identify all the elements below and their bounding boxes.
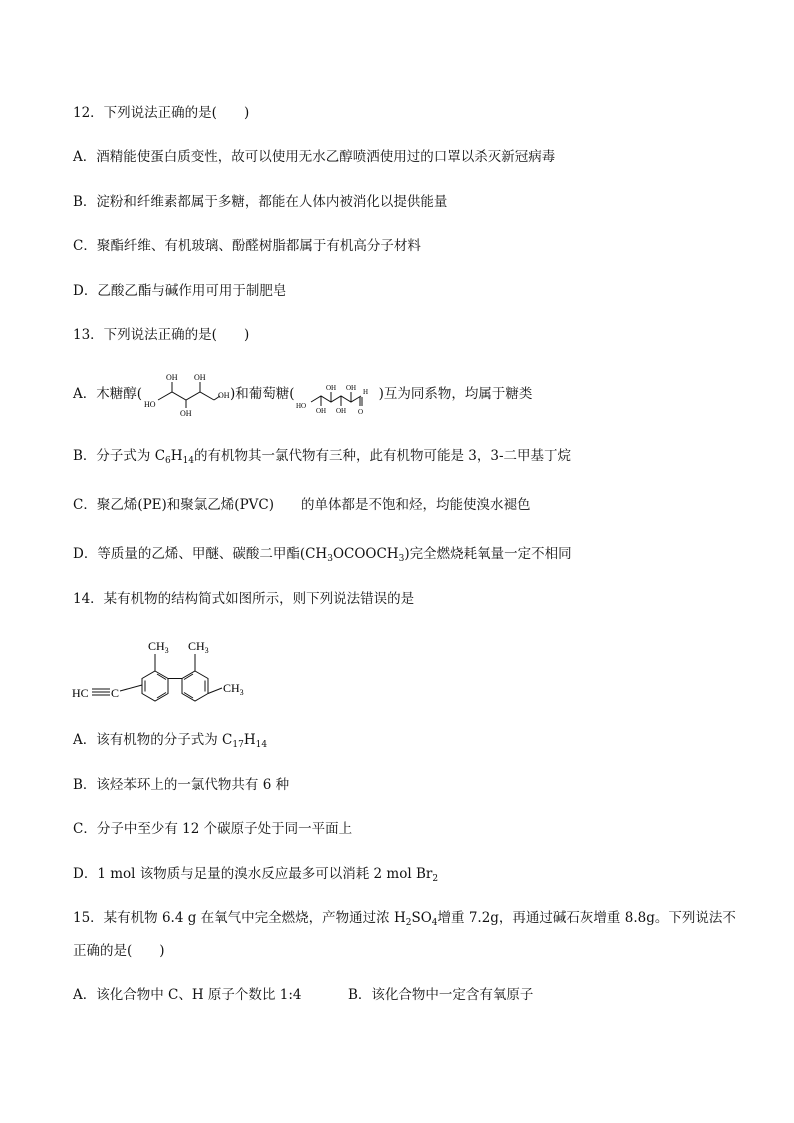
q15-stem-suffix: 增重 7.2g，再通过碱石灰增重 8.8g。下列说法不	[437, 910, 736, 926]
q14-stem: 14．某有机物的结构简式如图所示，则下列说法错误的是	[73, 591, 415, 607]
ring1-methyl-3: 3	[164, 646, 169, 655]
glucose-oh-4: OH	[335, 406, 346, 415]
q15-stem	[73, 909, 736, 932]
q12-option-c: C．聚酯纤维、有机玻璃、酚醛树脂都属于有机高分子材料	[73, 238, 421, 254]
q12-stem: 12．下列说法正确的是( )	[73, 105, 250, 121]
glucose-oh-1: OH	[325, 383, 336, 392]
q14-option-b: B．该烃苯环上的一氯代物共有 6 种	[73, 777, 290, 793]
q15-stem-line2: 正确的是( )	[73, 943, 165, 959]
q13-b-sub-6: 6	[165, 456, 171, 466]
glucose-oh-2: OH	[345, 383, 356, 392]
q13-b-suffix: 的有机物其一氯代物有三种，此有机物可能是 3，3-二甲基丁烷	[194, 448, 572, 464]
q12-option-d: D．乙酸乙酯与碱作用可用于制肥皂	[73, 283, 287, 299]
glucose-ho-left: HO	[295, 401, 306, 410]
q13-d-sub-2: 3	[398, 554, 405, 564]
glucose-oh-3: OH	[315, 406, 326, 415]
q15-option-a: A．该化合物中 C、H 原子个数比 1:4	[73, 987, 302, 1003]
ring2-para-3: 3	[239, 688, 244, 697]
q13-d-suffix: )完全燃烧耗氧量一定不相同	[404, 546, 572, 562]
q14-option-c: C．分子中至少有 12 个碳原子处于同一平面上	[73, 821, 353, 837]
q13-b-prefix: B．分子式为 C	[73, 448, 166, 464]
ring2-methyl-ch: CH	[188, 639, 205, 653]
q14-d-text: D．1 mol 该物质与足量的溴水反应最多可以消耗 2 mol Br	[73, 866, 433, 882]
q13-b-sub-14: 14	[182, 456, 195, 466]
q13-a-prefix: A．木糖醇(	[73, 386, 143, 402]
q13-option-a	[73, 368, 532, 420]
q15-sub-4: 4	[431, 918, 438, 928]
q14-a-h: H	[243, 732, 256, 748]
ethynyl-hc: HC	[72, 686, 89, 700]
xylitol-ho-left: HO	[144, 399, 156, 409]
ring2-methyl-3: 3	[204, 646, 209, 655]
q14-option-d	[73, 865, 438, 888]
q14-a-prefix: A．该有机物的分子式为 C	[73, 732, 233, 748]
q14-structure-diagram	[70, 630, 270, 710]
q12-option-b: B．淀粉和纤维素都属于多糖，都能在人体内被消化以提供能量	[73, 194, 448, 210]
q14-d-sub-2: 2	[432, 874, 439, 884]
q13-a-suffix: )互为同系物，均属于糖类	[378, 386, 533, 402]
q13-stem: 13．下列说法正确的是( )	[73, 327, 250, 343]
xylitol-oh-2: OH	[180, 408, 192, 418]
xylitol-oh-right: OH	[218, 390, 230, 400]
ring2-para-ch: CH	[223, 681, 240, 695]
q14-a-sub-17: 17	[232, 740, 244, 750]
ring1-methyl-ch: CH	[148, 639, 165, 653]
q13-a-middle: )和葡萄糖(	[230, 386, 295, 402]
q15-stem-prefix: 15．某有机物 6.4 g 在氧气中完全燃烧，产物通过浓 H	[73, 910, 406, 926]
xylitol-structure	[142, 370, 230, 420]
q15-option-b: B．该化合物中一定含有氧原子	[348, 987, 534, 1003]
q13-d-mid: OCOOCH	[332, 546, 399, 562]
q13-option-d	[73, 545, 572, 568]
svg-text:CH3	[223, 681, 244, 697]
q15-stem-so: SO	[411, 910, 432, 926]
q12-option-a: A．酒精能使蛋白质变性，故可以使用无水乙醇喷洒使用过的口罩以杀灭新冠病毒	[73, 149, 556, 165]
q13-b-h: H	[170, 448, 183, 464]
q13-d-prefix: D．等质量的乙烯、甲醚、碳酸二甲酯(CH	[73, 546, 328, 562]
xylitol-oh-1: OH	[166, 372, 178, 382]
q14-a-sub-14: 14	[255, 740, 268, 750]
glucose-structure	[295, 370, 379, 420]
xylitol-oh-3: OH	[194, 372, 206, 382]
ethynyl-c: C	[111, 686, 120, 700]
q14-option-a	[73, 731, 267, 754]
q13-option-c: C．聚乙烯(PE)和聚氯乙烯(PVC) 的单体都是不饱和烃，均能使溴水褪色	[73, 497, 531, 513]
q13-d-sub-1: 3	[327, 554, 333, 564]
glucose-h: H	[362, 387, 368, 396]
q13-option-b	[73, 447, 571, 470]
svg-text:CH3	[148, 639, 169, 655]
glucose-o: O	[357, 407, 363, 416]
svg-text:CH3	[188, 639, 209, 655]
q15-sub-2: 2	[405, 918, 412, 928]
